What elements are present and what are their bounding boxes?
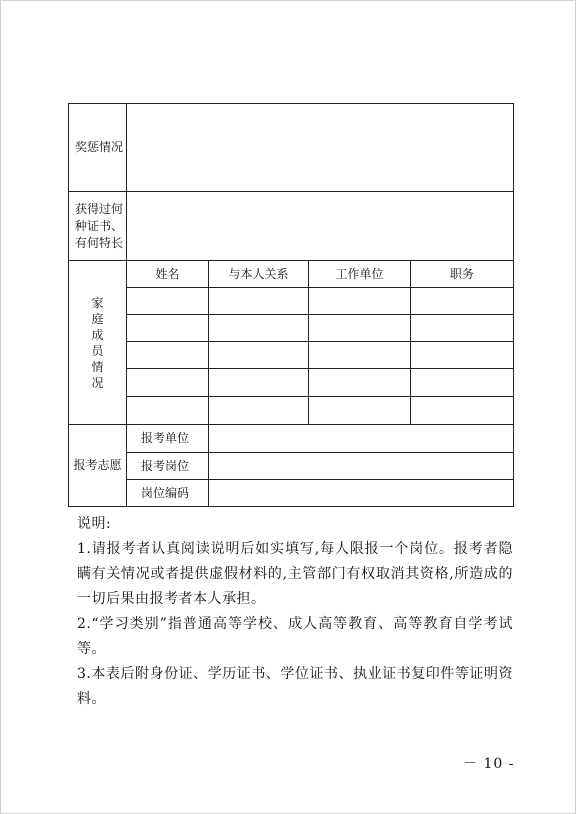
header-workplace: 工作单位 (309, 261, 411, 288)
application-unit-label: 报考单位 (127, 425, 209, 453)
awards-label: 奖惩情况 (69, 104, 127, 192)
application-label: 报考志愿 (69, 425, 127, 507)
certificates-label-line: 有何特长 (75, 235, 124, 250)
family-position-cell[interactable] (411, 369, 514, 397)
note-paragraph-3: 3.本表后附身份证、学历证书、学位证书、执业证书复印件等证明资料。 (77, 666, 513, 707)
family-label-char: 成 (91, 327, 104, 342)
family-name-cell[interactable] (127, 288, 209, 315)
family-member-row (69, 315, 514, 342)
note-paragraph-1: 1.请报考者认真阅读说明后如实填写,每人限报一个岗位。报考者隐瞒有关情况或者提供虚假材料的,主管部门有权取消其资格,所造成的一切后果由报考者本人承担。 (77, 541, 513, 607)
family-name-cell[interactable] (127, 397, 209, 425)
awards-input-cell[interactable] (127, 104, 514, 192)
family-member-row (69, 288, 514, 315)
header-position: 职务 (411, 261, 514, 288)
header-relationship: 与本人关系 (209, 261, 309, 288)
certificates-label-line: 获得过何 (75, 201, 124, 216)
family-position-cell[interactable] (411, 342, 514, 369)
family-position-cell[interactable] (411, 288, 514, 315)
certificates-label (69, 192, 127, 261)
family-name-cell[interactable] (127, 369, 209, 397)
family-workplace-cell[interactable] (309, 342, 411, 369)
family-header-row (69, 261, 514, 288)
application-post-row (69, 453, 514, 480)
family-relationship-cell[interactable] (209, 397, 309, 425)
certificates-row (69, 192, 514, 261)
family-label-char: 庭 (91, 311, 104, 326)
family-workplace-cell[interactable] (309, 315, 411, 342)
family-name-cell[interactable] (127, 342, 209, 369)
application-code-label: 岗位编码 (127, 480, 209, 507)
certificates-label-line: 种证书、 (75, 218, 124, 233)
application-post-label: 报考岗位 (127, 453, 209, 480)
awards-row (69, 104, 514, 192)
registration-form-table (68, 103, 514, 507)
application-code-row (69, 480, 514, 507)
note-paragraph-2: 2.“学习类别”指普通高等学校、成人高等教育、高等教育自学考试等。 (77, 616, 513, 657)
family-label-char: 况 (91, 375, 104, 390)
application-post-input[interactable] (209, 453, 514, 480)
family-workplace-cell[interactable] (309, 397, 411, 425)
family-position-cell[interactable] (411, 315, 514, 342)
family-relationship-cell[interactable] (209, 342, 309, 369)
page-number: － 10 - (463, 756, 515, 772)
family-relationship-cell[interactable] (209, 369, 309, 397)
application-unit-row (69, 425, 514, 453)
family-name-cell[interactable] (127, 315, 209, 342)
family-member-row (69, 369, 514, 397)
application-unit-input[interactable] (209, 425, 514, 453)
family-relationship-cell[interactable] (209, 288, 309, 315)
family-workplace-cell[interactable] (309, 288, 411, 315)
family-relationship-cell[interactable] (209, 315, 309, 342)
header-name: 姓名 (127, 261, 209, 288)
application-code-input[interactable] (209, 480, 514, 507)
notes-heading: 说明: (77, 516, 112, 532)
family-workplace-cell[interactable] (309, 369, 411, 397)
notes-section (77, 512, 513, 712)
certificates-input-cell[interactable] (127, 192, 514, 261)
family-member-row (69, 397, 514, 425)
family-label-char: 情 (91, 359, 104, 374)
family-label-char: 员 (91, 343, 104, 358)
family-members-label (69, 261, 127, 425)
family-label-char: 家 (91, 295, 104, 310)
family-position-cell[interactable] (411, 397, 514, 425)
family-member-row (69, 342, 514, 369)
